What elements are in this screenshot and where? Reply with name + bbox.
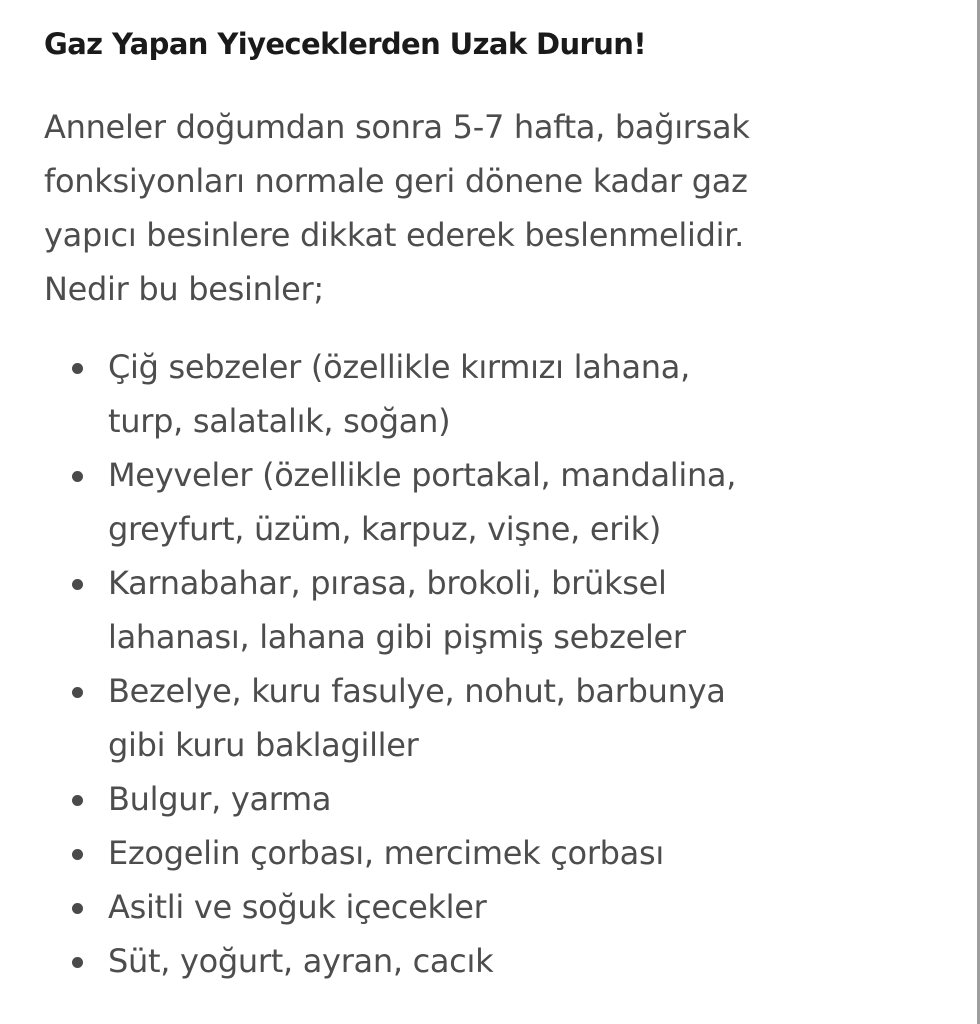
bullet-icon — [72, 471, 83, 482]
bullet-icon — [72, 903, 83, 914]
bullet-icon — [72, 849, 83, 860]
list-item-text: Ezogelin çorbası, mercimek çorbası — [108, 834, 664, 872]
list-item-text: turp, salatalık, soğan) — [108, 402, 451, 440]
bullet-icon — [72, 957, 83, 968]
list-item-text: lahanası, lahana gibi pişmiş sebzeler — [108, 618, 686, 656]
list-item-text: Asitli ve soğuk içecekler — [108, 888, 487, 926]
gas-foods-list — [104, 340, 884, 988]
article-heading: Gaz Yapan Yiyeceklerden Uzak Durun! — [44, 27, 646, 61]
list-item-text: Süt, yoğurt, ayran, cacık — [108, 942, 494, 980]
list-item — [104, 934, 884, 988]
list-item — [104, 340, 884, 448]
list-item-text: Bulgur, yarma — [108, 780, 332, 818]
list-item — [104, 880, 884, 934]
list-item-text: Bezelye, kuru fasulye, nohut, barbunya — [108, 672, 726, 710]
list-item — [104, 826, 884, 880]
bullet-icon — [72, 579, 83, 590]
list-item-text: Karnabahar, pırasa, brokoli, brüksel — [108, 564, 667, 602]
list-item-text: Meyveler (özellikle portakal, mandalina, — [108, 456, 737, 494]
list-item — [104, 556, 884, 664]
list-item — [104, 448, 884, 556]
list-item — [104, 772, 884, 826]
intro-line: Nedir bu besinler; — [44, 270, 324, 308]
list-item-text: greyfurt, üzüm, karpuz, vişne, erik) — [108, 510, 662, 548]
intro-line: Anneler doğumdan sonra 5-7 hafta, bağırsak — [44, 108, 750, 146]
article-content — [44, 14, 944, 316]
bullet-icon — [72, 363, 83, 374]
bullet-icon — [72, 795, 83, 806]
list-item-text: gibi kuru baklagiller — [108, 726, 419, 764]
intro-line: fonksiyonları normale geri dönene kadar gaz — [44, 162, 748, 200]
intro-paragraph — [44, 100, 944, 316]
intro-line: yapıcı besinlere dikkat ederek beslenmelidir. — [44, 216, 744, 254]
list-item — [104, 664, 884, 772]
bullet-icon — [72, 687, 83, 698]
list-item-text: Çiğ sebzeler (özellikle kırmızı lahana, — [108, 348, 690, 386]
